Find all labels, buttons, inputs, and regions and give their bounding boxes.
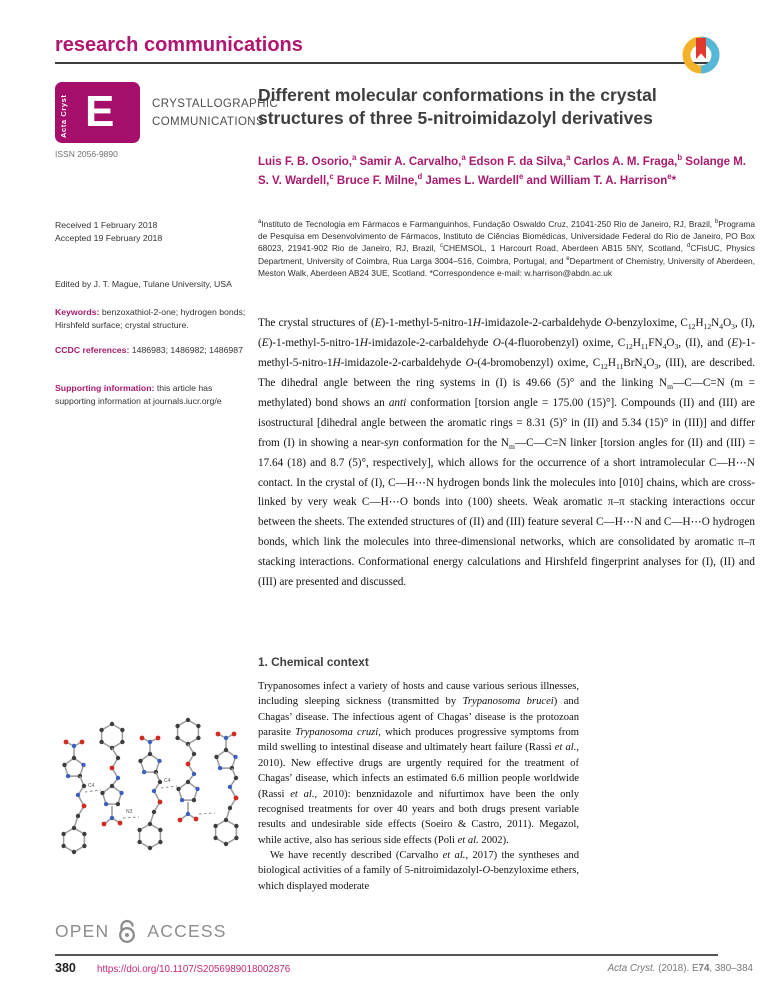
ccdc-label: CCDC references:: [55, 345, 130, 355]
ccdc-text: 1486983; 1486982; 1486987: [131, 345, 243, 355]
body-text-column: [258, 679, 579, 894]
brand-line-1: CRYSTALLOGRAPHIC: [152, 98, 279, 110]
keywords-block: [55, 306, 247, 333]
abstract: The crystal structures of (E)-1-methyl-5-nitro-1H-imidazole-2-carbaldehyde O-benzyloxime, $C_{12}H_{12}N_4O_3$, (I), (E)-1-methyl-5-nitro-1H-imidazole-2-carbaldehyde O-(4-fluorobenzyl) oxime, $C_{12}H_{11}FN_4O_3$, (II), and (E)-1-methyl-5-nitro-1H-imidazole-2-carbaldehyde O-(4-bromobenzyl) oxime, $C_{12}H_{11}BrN_4O_3$, (III), are described. The dihedral angle between the ring systems in (I) is 49.66 (5)° and the linking $N_m—C—C=N$ (m = methylated) bond shows an anti conformation [torsion angle = 175.00 (15)°]. Compounds (II) and (III) are isostructural [dihedral angle between the aromatic rings = 8.31 (5)° in (II) and 5.34 (15)° in (III)] and differ from (I) in showing a near-syn conformation for the $N_m—C—C=N$ linker [torsion angles for (II) and (III) = 17.64 (18) and 8.7 (5)°, respectively], which allows for the occurrence of a short intramolecular C—H⋯N contact. In the crystal of (I), C—H⋯N hydrogen bonds link the molecules into [010] chains, which are cross-linked by very weak C—H⋯O bonds into (100) sheets. Weak aromatic π–π stacking interactions occur between the sheets. The extended structures of (II) and (III) feature several C—H⋯N and C—H⋯O hydrogen bonds, which link the molecules into three-dimensional networks, which are consolidated by aromatic π–π stacking interactions. Conformational energy calculations and Hirshfeld fingerprint analyses for (I), (II) and (III) are presented and discussed.: [258, 317, 756, 589]
section-heading: 1. Chemical context: [258, 655, 369, 669]
footer-rule: [55, 954, 718, 956]
header-rule: [55, 62, 717, 64]
body-paragraph: Trypanosomes infect a variety of hosts and cause various serious illnesses, including sleeping sickness (transmitted by Trypanosoma brucei) and Chagas’ disease. The infectious agent of Chagas’ disease is the protozoan parasite Trypanosoma cruzi, which produces progressive symptoms from mild swelling to intestinal disease and ultimately heart failure (Rassi et al., 2010). New effective drugs are urgently required for the treatment of Chagas’ disease, which infects an estimated 6.6 million people worldwide (Rassi et al., 2010): benznidazole and nifurtimox have been the only recognised treatments for over 40 years and both drugs present variable results and undesirable side effects (Soeiro & Castro, 2011). Megazol, while active, also has serious side effects (Poli et al. 2002).: [258, 681, 580, 846]
open-lock-icon: [116, 918, 140, 944]
body-paragraph: We have recently described (Carvalho et al., 2017) the syntheses and biological activities of a family of 5-nitroimidazolyl-O-benzyloxime ethers, which displayed moderate: [258, 849, 579, 892]
doi-link[interactable]: https://doi.org/10.1107/S2056989018002876: [97, 964, 291, 975]
chemical-scheme-figure: [52, 710, 247, 902]
affiliations: $^a$Instituto de Tecnologia em Fármacos e Farmanguinhos, Fundação Oswaldo Cruz, 21041-250 Rio de Janeiro, RJ, Brazil, $^b$Programa de Pesquisa em Desenvolvimento de Fármacos, Instituto de Ciências Biomédicas, Universidade Federal do Rio de Janeiro, PO Box 68023, 21941-902 Rio de Janeiro, RJ, Brazil, $^c$CHEMSOL, 1 Harcourt Road, Aberdeen AB15 5NY, Scotland, $^d$CFisUC, Physics Department, University of Coimbra, Rua Larga 3004–516, Coimbra, Portugal, and $^e$Department of Chemistry, University of Aberdeen, Meston Walk, Aberdeen AB24 3UE, Scotland. *Correspondence e-mail: w.harrison@abdn.ac.uk: [258, 219, 755, 278]
open-access-logo: [55, 918, 227, 944]
scheme-atom-label: C4: [164, 778, 171, 784]
brand-line-2: COMMUNICATIONS: [152, 115, 265, 128]
accepted-date: Accepted 19 February 2018: [55, 233, 163, 244]
iucr-logo-icon: [681, 34, 721, 76]
issn-label: ISSN 2056-9890: [55, 149, 118, 159]
ccdc-block: [55, 344, 247, 357]
edited-by: Edited by J. T. Mague, Tulane University, USA: [55, 279, 232, 289]
author-list: Luis F. B. Osorio,$^a$ Samir A. Carvalho,$^a$ Edson F. da Silva,$^a$ Carlos A. M. Fraga,$^b$ Solange M. S. V. Wardell,$^c$ Bruce F. Milne,$^d$ James L. Wardell$^e$ and William T. A. Harrison$^e$*: [258, 153, 747, 187]
open-access-open-text: OPEN: [55, 920, 110, 941]
article-title: Different molecular conformations in the crystal structures of three 5-nitroimidazolyl derivatives: [258, 85, 657, 129]
scheme-atom-label: C4: [88, 783, 95, 789]
journal-citation: Acta Cryst. (2018). E74, 380–384: [607, 963, 753, 974]
supporting-info-block: [55, 382, 247, 409]
supporting-info-label: Supporting information:: [55, 383, 155, 393]
open-access-access-text: ACCESS: [147, 920, 227, 941]
supporting-info-text: this article has supporting information at journals.iucr.org/e: [55, 383, 222, 407]
section-kicker: research communications: [55, 34, 303, 56]
acta-cryst-side-label: Acta Cryst: [59, 94, 68, 138]
received-date: Received 1 February 2018: [55, 220, 158, 230]
scheme-atom-label: N3: [126, 809, 133, 815]
page-number: 380: [55, 961, 76, 975]
keywords-label: Keywords:: [55, 307, 100, 317]
acta-cryst-e-letter: E: [85, 87, 115, 136]
keywords-text: benzoxathiol-2-one; hydrogen bonds; Hirshfeld surface; crystal structure.: [55, 307, 246, 331]
received-accepted-dates: [55, 219, 247, 246]
acta-cryst-e-logo: [55, 82, 140, 143]
